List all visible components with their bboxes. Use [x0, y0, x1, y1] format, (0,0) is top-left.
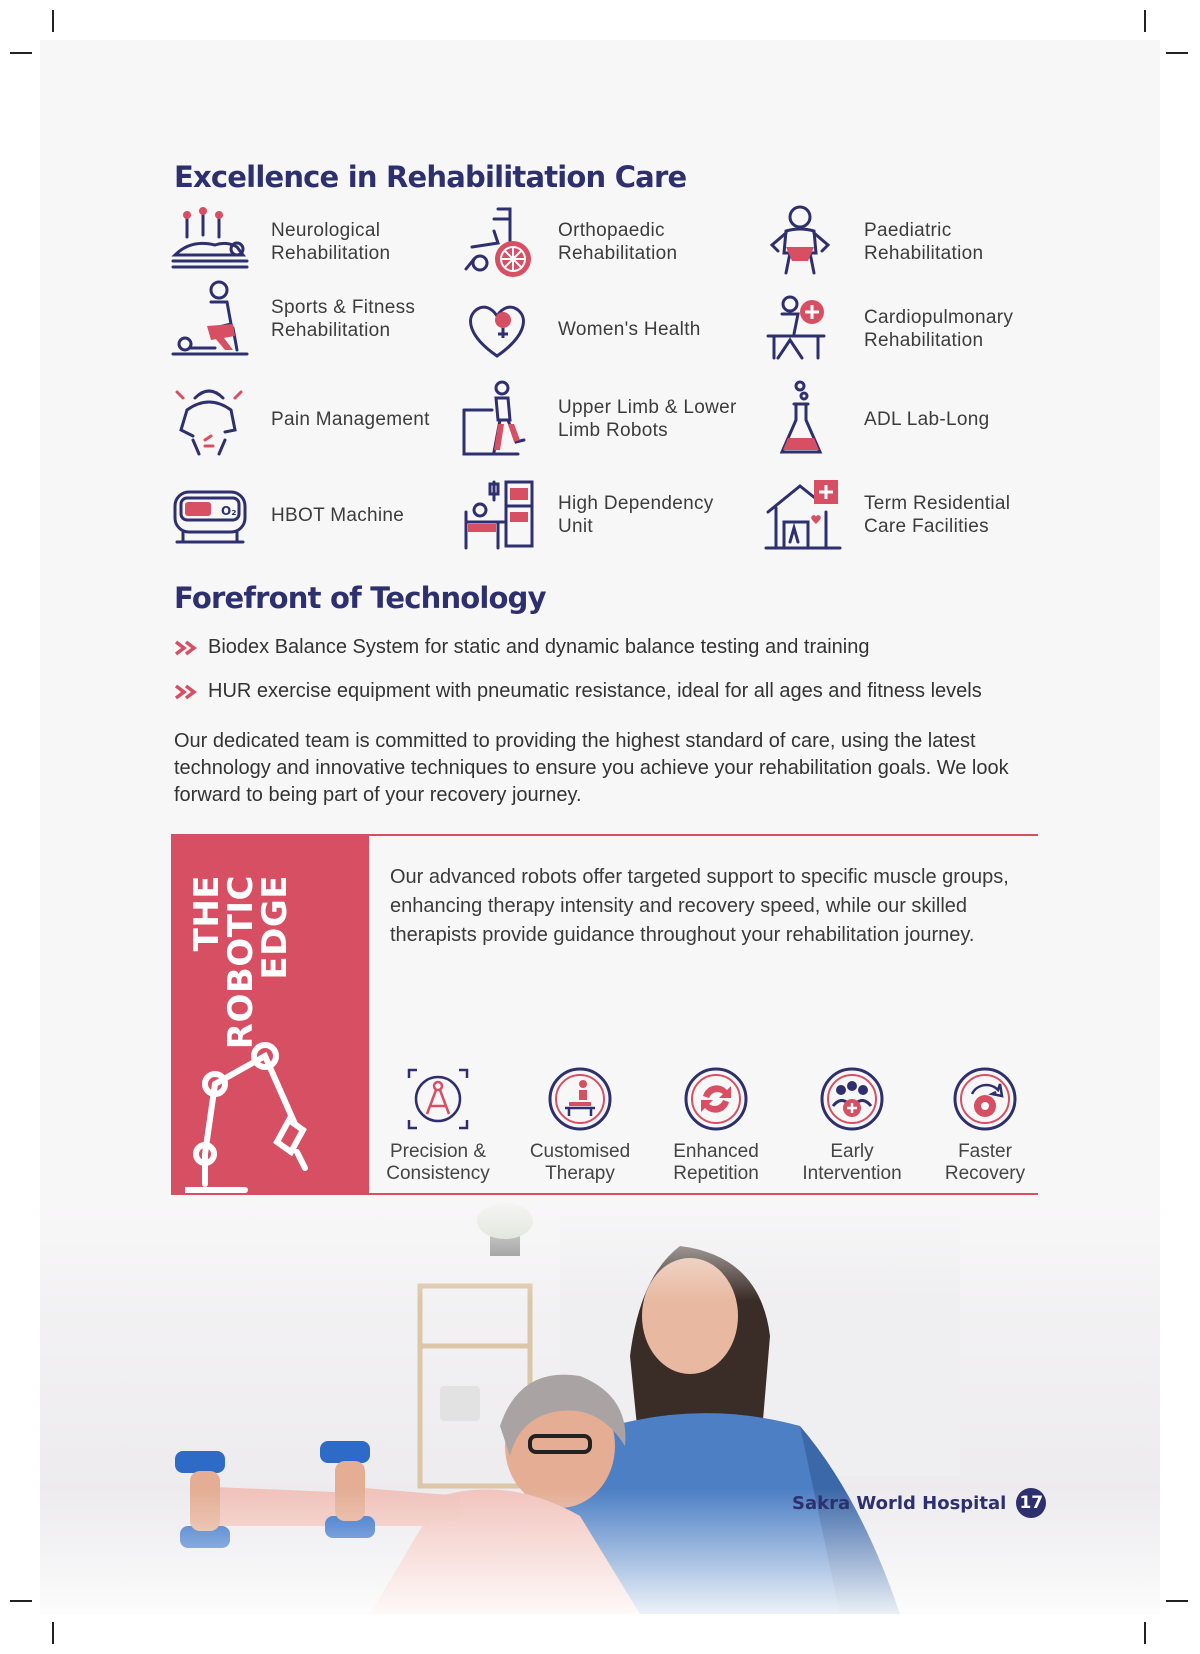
cardio-patient-icon [764, 290, 842, 368]
service-label: Sports & Fitness Rehabilitation [271, 297, 416, 341]
service-item [764, 290, 1054, 368]
title-line: ROBOTIC [221, 875, 261, 1050]
feature-item [515, 1066, 645, 1185]
page-footer [792, 1488, 1046, 1518]
crop-mark [52, 10, 54, 32]
service-item [764, 203, 1054, 281]
service-item [764, 476, 1054, 554]
service-item [171, 280, 461, 358]
service-label: HBOT Machine [271, 504, 405, 526]
crop-mark [1166, 52, 1188, 54]
crop-mark [1144, 10, 1146, 32]
title-line: EDGE [255, 875, 295, 980]
spine-needles-icon [171, 203, 249, 281]
back-pain-icon [171, 380, 249, 458]
service-item [458, 290, 748, 368]
section-title-excellence: Excellence in Rehabilitation Care [174, 160, 687, 194]
bullet-text: Biodex Balance System for static and dynamic balance testing and training [208, 636, 870, 658]
service-item [458, 203, 748, 281]
crop-mark [10, 52, 32, 54]
therapy-table-icon [547, 1066, 613, 1132]
feature-item [373, 1066, 503, 1185]
feature-label: Precision & Consistency [386, 1141, 490, 1184]
svg-text:O₂: O₂ [221, 504, 237, 518]
crop-mark [52, 1622, 54, 1644]
walking-robot-icon [458, 380, 536, 458]
divider-line [369, 834, 1038, 836]
commitment-paragraph: Our dedicated team is committed to providing the highest standard of care, using the latest technology and innovative techniques to ensure you achieve your rehabilitation goals. We look forward to being part of your recovery journey. [174, 730, 1009, 806]
service-label: Orthopaedic Rehabilitation [558, 220, 678, 264]
compass-target-icon [405, 1066, 471, 1132]
feature-item [920, 1066, 1050, 1185]
flask-icon [764, 380, 842, 458]
feature-label: Customised Therapy [529, 1141, 631, 1184]
service-item [764, 380, 1054, 458]
service-label: Cardiopulmonary Rehabilitation [864, 307, 1014, 351]
feature-label: Faster Recovery [944, 1141, 1026, 1184]
feature-item [651, 1066, 781, 1185]
robotic-edge-panel [171, 834, 369, 1194]
speed-gear-icon [952, 1066, 1018, 1132]
service-label: High Dependency Unit [558, 493, 714, 537]
service-label: Upper Limb & Lower Limb Robots [558, 397, 737, 441]
hbot-chamber-icon [171, 476, 249, 554]
sports-massage-icon [171, 280, 249, 358]
robot-arm-icon [185, 1034, 315, 1194]
wheelchair-icon [458, 203, 536, 281]
section-title-forefront: Forefront of Technology [174, 581, 546, 615]
service-item [171, 476, 461, 554]
service-label: Pain Management [271, 408, 430, 430]
tech-bullet [174, 636, 869, 659]
therapy-photo [40, 1196, 1160, 1614]
service-item [458, 476, 748, 554]
refresh-arrows-icon [683, 1066, 749, 1132]
feature-label: Enhanced Repetition [673, 1141, 759, 1184]
crop-mark [1166, 1600, 1188, 1602]
double-chevron-icon [174, 684, 200, 700]
tech-bullet [174, 680, 982, 703]
robotic-description: Our advanced robots offer targeted support to specific muscle groups, enhancing therapy intensity and recovery speed, while our skilled therapists provide guidance throughout your rehabilitation journey. [390, 866, 1009, 946]
crop-mark [10, 1600, 32, 1602]
service-label: Women's Health [558, 318, 701, 340]
feature-item [787, 1066, 917, 1185]
feature-label: Early Intervention [802, 1141, 902, 1184]
service-item [458, 380, 748, 458]
service-item [171, 203, 461, 281]
double-chevron-icon [174, 640, 200, 656]
service-label: ADL Lab-Long [864, 408, 990, 430]
care-home-icon [764, 476, 842, 554]
team-medical-icon [819, 1066, 885, 1132]
service-label: Neurological Rehabilitation [271, 220, 391, 264]
service-label: Term Residential Care Facilities [864, 493, 1011, 537]
service-item [171, 380, 461, 458]
heart-female-icon [458, 290, 536, 368]
crop-mark [1144, 1622, 1146, 1644]
icu-bed-icon [458, 476, 536, 554]
footer-brand: Sakra World Hospital [792, 1492, 1007, 1514]
page-number-badge: 17 [1016, 1488, 1046, 1518]
bullet-text: HUR exercise equipment with pneumatic resistance, ideal for all ages and fitness levels [208, 680, 982, 702]
baby-icon [764, 203, 842, 281]
title-line: THE [187, 875, 227, 952]
service-label: Paediatric Rehabilitation [864, 220, 984, 264]
